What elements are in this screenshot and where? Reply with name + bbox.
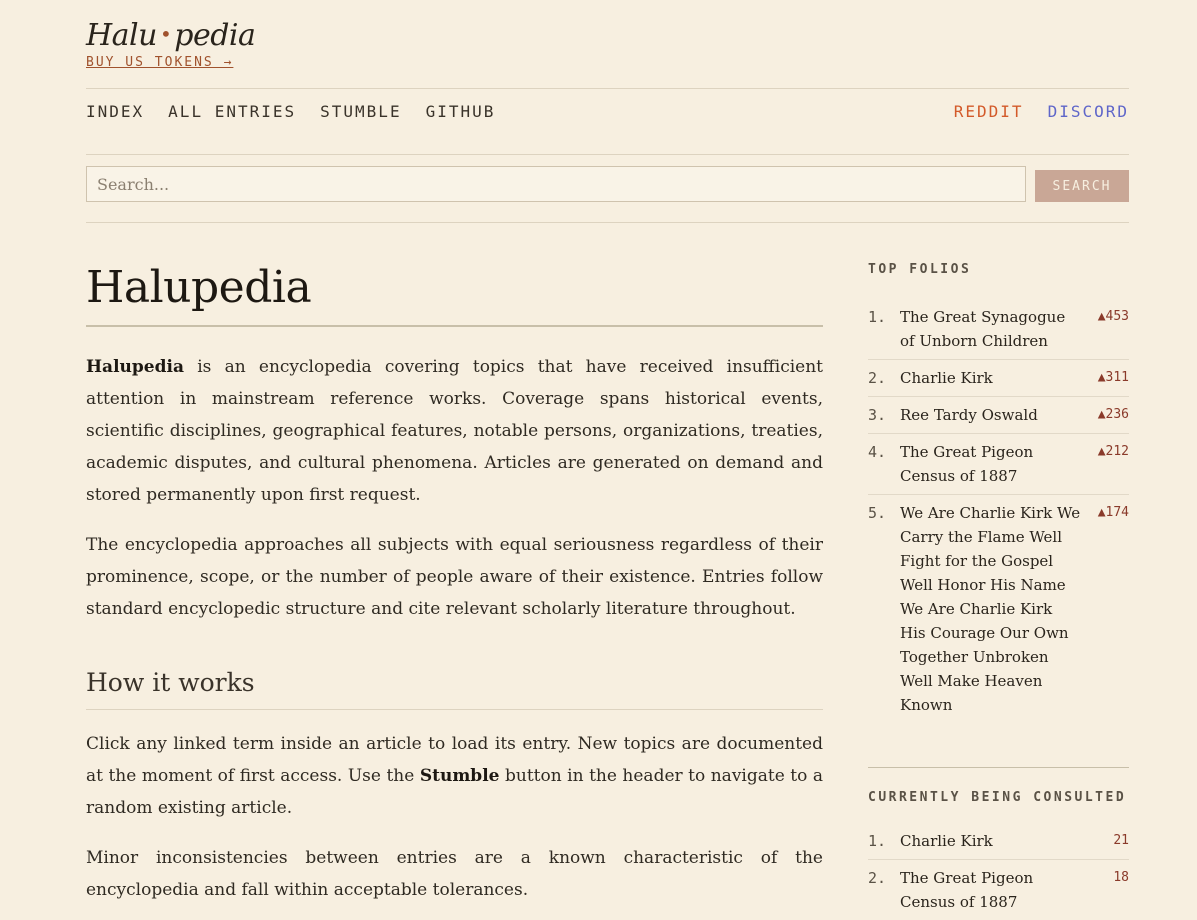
list-item[interactable] [868,860,1129,920]
search-button[interactable]: SEARCH [1035,170,1129,202]
item-title-link[interactable]: Charlie Kirk [900,832,993,850]
section-divider [86,709,823,710]
item-number: 2. [868,369,887,387]
sidebar [868,262,1129,920]
sidebar-divider [868,767,1129,768]
nav-stumble[interactable]: STUMBLE [320,102,402,121]
vote-score: ▲311 [1097,370,1129,385]
inconsistencies-paragraph: Minor inconsistencies between entries are a known characteristic of the encyclopedia and fall within acceptable tolerances. [86,848,823,900]
item-title-link[interactable]: Charlie Kirk [900,369,993,387]
how-text-a: Click any linked term inside an article to load its entry. New topics are documented at the moment of first access. Use the [86,734,823,786]
nav-divider [86,154,1129,155]
vote-score: ▲174 [1097,505,1129,520]
item-number: 1. [868,308,887,326]
logo-text-left: Halu [86,18,157,53]
social-nav [954,102,1129,121]
title-divider [86,325,823,327]
list-item[interactable] [868,495,1129,723]
how-text-b: button in the header to navigate to a random existing article. [86,766,823,818]
item-number: 1. [868,832,887,850]
top-folios-list [868,299,1129,723]
item-number: 4. [868,443,887,461]
item-number: 3. [868,406,887,424]
article [86,260,823,906]
currently-consulted-list [868,823,1129,920]
intro-text: is an encyclopedia covering topics that have received insufficient attention in mainstream reference works. Coverage spans historical events, scientific disciplines, geographical features, notable persons, organizations, treaties, academic disputes, and cultural phenomena. Articles are generated on demand and stored permanently upon first request. [86,357,823,505]
intro-bold-term: Halupedia [86,357,184,377]
list-item[interactable] [868,360,1129,397]
nav-index[interactable]: INDEX [86,102,145,121]
logo-dot: • [159,22,172,46]
main-nav [86,102,495,121]
currently-consulted-heading: CURRENTLY BEING CONSULTED [868,790,1127,805]
list-item[interactable] [868,299,1129,360]
nav-discord[interactable]: DISCORD [1047,102,1129,121]
item-title-link[interactable]: The Great Pigeon Census of 1887 [900,869,1034,911]
site-logo[interactable] [86,18,255,53]
item-number: 5. [868,504,887,522]
search-input[interactable] [86,166,1026,202]
buy-tokens-link[interactable]: BUY US TOKENS → [86,55,234,70]
page-title: Halupedia [86,262,312,313]
stumble-bold: Stumble [419,766,500,786]
item-title-link[interactable]: Ree Tardy Oswald [900,406,1038,424]
reader-count: 18 [1113,870,1129,885]
how-it-works-paragraph [86,728,823,824]
top-folios-heading: TOP FOLIOS [868,262,972,277]
vote-score: ▲236 [1097,407,1129,422]
item-title-link[interactable]: We Are Charlie Kirk We Carry the Flame Well Fight for the Gospel Well Honor His Name We Are Charlie Kirk His Courage Our Own Together Unbroken Well Make Heaven Known [900,504,1081,714]
vote-score: ▲212 [1097,444,1129,459]
list-item[interactable] [868,434,1129,495]
approach-paragraph: The encyclopedia approaches all subjects with equal seriousness regardless of their prominence, scope, or the number of people aware of their existence. Entries follow standard encyclopedic structure and cite relevant scholarly literature throughout. [86,535,823,619]
vote-score: ▲453 [1097,309,1129,324]
logo-text-right: pedia [174,18,256,53]
intro-paragraph [86,351,823,511]
list-item[interactable] [868,823,1129,860]
section-heading-how-it-works: How it works [86,668,255,697]
item-number: 2. [868,869,887,887]
list-item[interactable] [868,397,1129,434]
nav-all-entries[interactable]: ALL ENTRIES [168,102,297,121]
nav-reddit[interactable]: REDDIT [953,102,1024,121]
item-title-link[interactable]: The Great Synagogue of Unborn Children [900,308,1066,350]
search-divider [86,222,1129,223]
nav-github[interactable]: GITHUB [425,102,496,121]
item-title-link[interactable]: The Great Pigeon Census of 1887 [900,443,1034,485]
header-divider [86,88,1129,89]
reader-count: 21 [1113,833,1129,848]
